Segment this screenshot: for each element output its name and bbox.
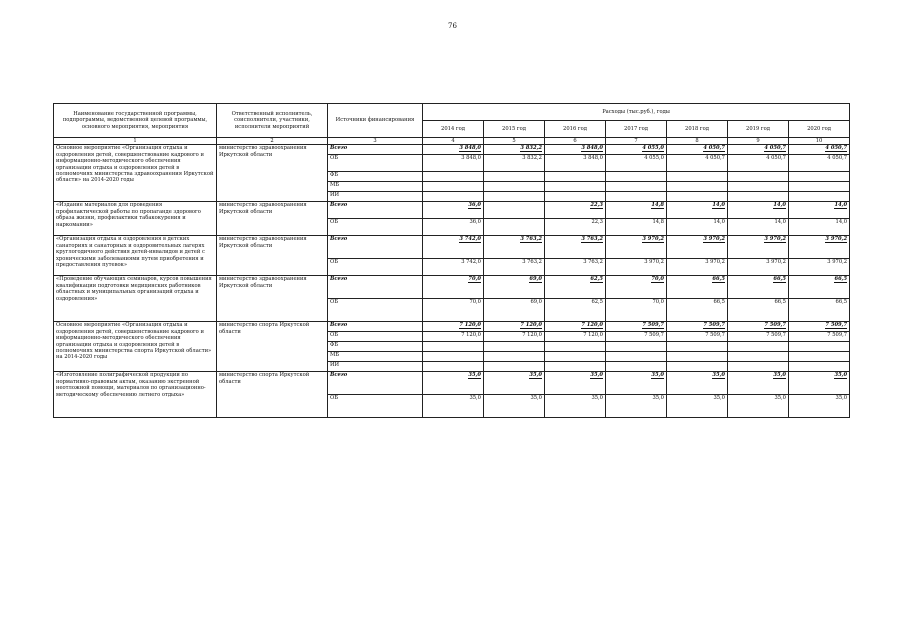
expense-value: 7 120,0 — [520, 322, 542, 329]
expense-value-cell — [484, 172, 545, 182]
expense-value-cell — [423, 362, 484, 372]
expense-value-cell — [423, 299, 484, 322]
expense-value: 3 970,2 — [703, 236, 725, 243]
funding-source-cell: ОБ — [328, 219, 423, 236]
expense-value: 35,0 — [712, 372, 725, 379]
program-name-cell: «Изготовление полиграфической продукции по нормативно-правовым актам, оказанию экстренной неотложной помощи, материалов по организационно-методическому обеспечению летнего отдыха» — [54, 372, 217, 418]
expense-value-cell — [789, 155, 850, 172]
program-name-cell: «Организация отдыха и оздоровления в детских санаториях и санаторных и оздоровительных лагерях круглогодичного действия детей-инвалидов и детей с хроническими заболеваниями путем приобретения и предоставления путевок» — [54, 236, 217, 276]
expense-value: 7 120,0 — [461, 332, 481, 339]
expense-value-cell — [606, 299, 667, 322]
expense-value-cell — [728, 362, 789, 372]
expense-value-cell — [423, 352, 484, 362]
expense-value-cell — [606, 192, 667, 202]
expense-value: 69,0 — [530, 299, 542, 306]
expense-value-cell — [484, 299, 545, 322]
expense-value: 3 742,0 — [459, 236, 481, 243]
expense-value: 66,5 — [835, 299, 848, 306]
expense-value-cell — [728, 236, 789, 259]
expense-value-cell — [789, 259, 850, 276]
expense-value-cell — [484, 395, 545, 418]
expense-value-cell — [545, 155, 606, 172]
expense-value: 3 970,2 — [644, 259, 664, 266]
expense-value: 14,0 — [713, 219, 725, 226]
responsible-cell: министерство спорта Иркутской области — [217, 372, 328, 418]
expense-value: 4 050,7 — [703, 145, 725, 152]
expense-value: 3 763,2 — [520, 236, 542, 243]
expense-value-cell — [545, 299, 606, 322]
expense-value-cell — [423, 172, 484, 182]
expense-value-cell — [423, 342, 484, 352]
expense-value-cell — [667, 202, 728, 219]
header-expenses: Расходы (тыс.руб.), годы — [423, 104, 850, 121]
expense-value-cell — [606, 362, 667, 372]
expense-value-cell — [728, 276, 789, 299]
expense-value-cell — [667, 155, 728, 172]
expense-value-cell — [789, 236, 850, 259]
funding-source-cell: МБ — [328, 352, 423, 362]
expense-value-cell — [545, 202, 606, 219]
expense-value-cell — [484, 155, 545, 172]
expense-value-cell — [484, 342, 545, 352]
expense-value-cell — [606, 352, 667, 362]
expense-value: 14,0 — [774, 219, 786, 226]
expense-value-cell — [728, 202, 789, 219]
expense-value-cell — [484, 352, 545, 362]
expense-value: 3 970,2 — [705, 259, 725, 266]
expense-value-cell — [423, 192, 484, 202]
expense-value: 66,5 — [774, 299, 786, 306]
expense-value-cell — [667, 322, 728, 332]
expense-value: 4 050,7 — [825, 145, 848, 152]
expense-value-cell — [545, 362, 606, 372]
expense-value-cell — [484, 145, 545, 155]
expense-value: 66,5 — [713, 299, 725, 306]
expense-value-cell — [423, 182, 484, 192]
expense-value-cell — [606, 342, 667, 352]
program-name-cell: Основное мероприятие «Организация отдыха и оздоровления детей, совершенствование кадрового и информационно-методического обеспечения организации отдыха и оздоровления детей в полномочиях министерства спорта Иркутской области» на 2014-2020 годы — [54, 322, 217, 372]
expense-value: 70,0 — [468, 276, 481, 283]
header-year: 2014 год — [423, 121, 484, 138]
funding-source-cell: Всего — [328, 276, 423, 299]
expense-value-cell — [545, 322, 606, 332]
column-number: 5 — [484, 138, 545, 145]
expense-value: 7 509,7 — [825, 322, 848, 329]
responsible-cell: министерство здравоохранения Иркутской области — [217, 202, 328, 236]
expense-value-cell — [606, 259, 667, 276]
expense-value-cell — [789, 332, 850, 342]
funding-source-cell: ФБ — [328, 172, 423, 182]
expense-value-cell — [728, 172, 789, 182]
expense-value-cell — [545, 395, 606, 418]
column-number: 3 — [328, 138, 423, 145]
expense-value: 62,5 — [590, 276, 603, 283]
table-row — [54, 202, 850, 219]
expense-value: 66,5 — [773, 276, 786, 283]
expense-value-cell — [728, 395, 789, 418]
expense-value-cell — [545, 192, 606, 202]
expense-value-cell — [667, 145, 728, 155]
expense-value: 66,5 — [712, 276, 725, 283]
header-year: 2015 год — [484, 121, 545, 138]
expense-value: 3 832,2 — [522, 155, 542, 162]
expense-value: 69,0 — [529, 276, 542, 283]
expense-value-cell — [423, 372, 484, 395]
expense-value-cell — [545, 236, 606, 259]
expense-value-cell — [423, 332, 484, 342]
expense-value-cell — [606, 332, 667, 342]
expense-value-cell — [484, 236, 545, 259]
expense-value: 4 050,7 — [705, 155, 725, 162]
program-name-cell: «Проведение обучающих семинаров, курсов повышения квалификации подготовки медицинских работников областных и муниципальных организаций отдыха и оздоровления» — [54, 276, 217, 322]
expense-value-cell — [789, 276, 850, 299]
column-number: 2 — [217, 138, 328, 145]
expense-value: 7 509,7 — [705, 332, 725, 339]
expense-value: 22,3 — [591, 219, 603, 226]
expense-value-cell — [545, 332, 606, 342]
expense-value-cell — [789, 372, 850, 395]
funding-source-cell: ОБ — [328, 259, 423, 276]
expense-value-cell — [484, 259, 545, 276]
responsible-cell: министерство здравоохранения Иркутской области — [217, 145, 328, 202]
expense-value: 4 050,7 — [766, 155, 786, 162]
funding-source-cell: Всего — [328, 145, 423, 155]
expense-value: 3 832,2 — [520, 145, 542, 152]
expense-value-cell — [667, 259, 728, 276]
table-row — [54, 372, 850, 395]
expense-value-cell — [484, 219, 545, 236]
budget-table — [53, 103, 850, 418]
expense-value: 36,0 — [469, 219, 481, 226]
funding-source-cell: ИИ — [328, 362, 423, 372]
expense-value-cell — [728, 352, 789, 362]
expense-value-cell — [423, 395, 484, 418]
expense-value-cell — [606, 219, 667, 236]
expense-value: 7 509,7 — [703, 322, 725, 329]
expense-value: 7 509,7 — [766, 332, 786, 339]
expense-value: 35,0 — [529, 372, 542, 379]
expense-value-cell — [484, 276, 545, 299]
expense-value: 62,5 — [591, 299, 603, 306]
expense-value: 35,0 — [773, 372, 786, 379]
page-number: 76 — [448, 22, 457, 30]
expense-value-cell — [606, 395, 667, 418]
expense-value-cell — [484, 322, 545, 332]
expense-value-cell — [423, 259, 484, 276]
expense-value-cell — [667, 236, 728, 259]
funding-source-cell: ОБ — [328, 332, 423, 342]
expense-value-cell — [606, 322, 667, 332]
expense-value: 35,0 — [651, 372, 664, 379]
expense-value-cell — [667, 299, 728, 322]
expense-value: 7 509,7 — [642, 322, 664, 329]
expense-value-cell — [789, 352, 850, 362]
expense-value-cell — [789, 182, 850, 192]
expense-value: 35,0 — [835, 395, 848, 402]
header-program-name: Наименование государственной программы, подпрограммы, ведомственной целевой программы, основного мероприятия, мероприятия — [54, 104, 217, 138]
expense-value-cell — [423, 145, 484, 155]
expense-value-cell — [789, 342, 850, 352]
table-row — [54, 322, 850, 332]
expense-value-cell — [728, 145, 789, 155]
expense-value-cell — [545, 352, 606, 362]
funding-source-cell: ОБ — [328, 395, 423, 418]
expense-value-cell — [728, 155, 789, 172]
expense-value-cell — [484, 202, 545, 219]
expense-value: 70,0 — [652, 299, 664, 306]
expense-value-cell — [484, 372, 545, 395]
expense-value: 3 848,0 — [583, 155, 603, 162]
expense-value-cell — [423, 155, 484, 172]
expense-value: 3 970,2 — [825, 236, 848, 243]
expense-value: 70,0 — [469, 299, 481, 306]
expense-value-cell — [606, 172, 667, 182]
expense-value: 3 970,2 — [766, 259, 786, 266]
table-row — [54, 236, 850, 259]
expense-value-cell — [728, 299, 789, 322]
column-number: 10 — [789, 138, 850, 145]
expense-value-cell — [545, 182, 606, 192]
expense-value-cell — [545, 145, 606, 155]
responsible-cell: министерство здравоохранения Иркутской области — [217, 276, 328, 322]
expense-value: 35,0 — [834, 372, 848, 379]
expense-value-cell — [728, 342, 789, 352]
expense-value-cell — [423, 202, 484, 219]
header-year: 2018 год — [667, 121, 728, 138]
expense-value-cell — [728, 332, 789, 342]
expense-value-cell — [667, 395, 728, 418]
expense-value: 4 050,7 — [827, 155, 848, 162]
expense-value-cell — [728, 182, 789, 192]
expense-value: 3 763,2 — [583, 259, 603, 266]
expense-value: 4 055,0 — [644, 155, 664, 162]
expense-value-cell — [728, 322, 789, 332]
expense-value: 7 509,7 — [644, 332, 664, 339]
expense-value-cell — [545, 259, 606, 276]
expense-value: 7 120,0 — [459, 322, 481, 329]
expense-value-cell — [484, 192, 545, 202]
expense-value-cell — [545, 342, 606, 352]
column-number: 6 — [545, 138, 606, 145]
expense-value: 3 848,0 — [461, 155, 481, 162]
expense-value-cell — [423, 322, 484, 332]
header-responsible: Ответственный исполнитель, соисполнители, участники, исполнители мероприятий — [217, 104, 328, 138]
responsible-cell: министерство здравоохранения Иркутской области — [217, 236, 328, 276]
expense-value: 3 970,2 — [764, 236, 786, 243]
expense-value: 3 848,0 — [581, 145, 603, 152]
column-number: 1 — [54, 138, 217, 145]
expense-value-cell — [728, 219, 789, 236]
expense-value-cell — [667, 219, 728, 236]
expense-value-cell — [667, 172, 728, 182]
expense-value-cell — [606, 202, 667, 219]
expense-value: 22,3 — [590, 202, 603, 209]
header-funding-source: Источники финансирования — [328, 104, 423, 138]
expense-value: 3 742,0 — [461, 259, 481, 266]
expense-value-cell — [789, 362, 850, 372]
expense-value-cell — [423, 236, 484, 259]
expense-value-cell — [667, 192, 728, 202]
column-number: 4 — [423, 138, 484, 145]
expense-value-cell — [545, 276, 606, 299]
table-row — [54, 276, 850, 299]
expense-value-cell — [606, 276, 667, 299]
expense-value-cell — [667, 362, 728, 372]
expense-value: 35,0 — [469, 395, 481, 402]
expense-value: 14,0 — [835, 219, 848, 226]
expense-value-cell — [545, 219, 606, 236]
expense-value-cell — [606, 236, 667, 259]
expense-value-cell — [606, 155, 667, 172]
expense-value-cell — [606, 372, 667, 395]
expense-value-cell — [667, 332, 728, 342]
funding-source-cell: ОБ — [328, 299, 423, 322]
expense-value-cell — [545, 172, 606, 182]
expense-value-cell — [484, 182, 545, 192]
funding-source-cell: ИИ — [328, 192, 423, 202]
funding-source-cell: Всего — [328, 322, 423, 332]
funding-source-cell: Всего — [328, 236, 423, 259]
expense-value-cell — [423, 276, 484, 299]
expense-value: 3 970,2 — [827, 259, 848, 266]
expense-value-cell — [728, 192, 789, 202]
expense-value: 70,0 — [651, 276, 664, 283]
expense-value: 35,0 — [591, 395, 603, 402]
expense-value: 14,0 — [773, 202, 786, 209]
expense-value: 7 509,7 — [827, 332, 848, 339]
expense-value: 66,5 — [834, 276, 848, 283]
expense-value-cell — [789, 322, 850, 332]
budget-table-body — [54, 145, 850, 418]
expense-value-cell — [789, 219, 850, 236]
expense-value-cell — [484, 332, 545, 342]
expense-value-cell — [728, 259, 789, 276]
expense-value: 4 055,0 — [642, 145, 664, 152]
expense-value-cell — [484, 362, 545, 372]
program-name-cell: Основное мероприятие «Организация отдыха и оздоровления детей, совершенствование кадрового и информационно-методического обеспечения организации отдыха и оздоровления детей в полномочиях министерства здравоохранения Иркутской области» на 2014-2020 годы — [54, 145, 217, 202]
expense-value-cell — [606, 145, 667, 155]
table-row — [54, 145, 850, 155]
header-year: 2016 год — [545, 121, 606, 138]
funding-source-cell: ФБ — [328, 342, 423, 352]
expense-value-cell — [667, 352, 728, 362]
expense-value-cell — [789, 202, 850, 219]
expense-value-cell — [667, 276, 728, 299]
expense-value: 14,8 — [652, 219, 664, 226]
expense-value: 35,0 — [590, 372, 603, 379]
expense-value: 3 763,2 — [581, 236, 603, 243]
responsible-cell: министерство спорта Иркутской области — [217, 322, 328, 372]
expense-value-cell — [667, 182, 728, 192]
expense-value-cell — [423, 219, 484, 236]
expense-value: 7 120,0 — [583, 332, 603, 339]
expense-value: 3 970,2 — [642, 236, 664, 243]
expense-value-cell — [789, 172, 850, 182]
header-year: 2017 год — [606, 121, 667, 138]
funding-source-cell: Всего — [328, 372, 423, 395]
header-year: 2019 год — [728, 121, 789, 138]
expense-value: 14,0 — [712, 202, 725, 209]
expense-value-cell — [606, 182, 667, 192]
header-year: 2020 год — [789, 121, 850, 138]
column-number: 9 — [728, 138, 789, 145]
expense-value: 14,8 — [651, 202, 664, 209]
expense-value-cell — [545, 372, 606, 395]
expense-value-cell — [667, 372, 728, 395]
expense-value: 35,0 — [713, 395, 725, 402]
expense-value-cell — [728, 372, 789, 395]
expense-value-cell — [789, 299, 850, 322]
column-number: 7 — [606, 138, 667, 145]
expense-value: 7 509,7 — [764, 322, 786, 329]
expense-value: 35,0 — [652, 395, 664, 402]
expense-value-cell — [667, 342, 728, 352]
expense-value: 35,0 — [468, 372, 481, 379]
expense-value-cell — [789, 192, 850, 202]
expense-value: 4 050,7 — [764, 145, 786, 152]
expense-value: 35,0 — [530, 395, 542, 402]
program-name-cell: «Издание материалов для проведения профилактической работы по пропаганде здорового образа жизни, профилактики табакокурения и наркомании» — [54, 202, 217, 236]
column-number: 8 — [667, 138, 728, 145]
expense-value: 7 120,0 — [581, 322, 603, 329]
funding-source-cell: МБ — [328, 182, 423, 192]
expense-value-cell — [789, 145, 850, 155]
expense-value: 7 120,0 — [522, 332, 542, 339]
funding-source-cell: ОБ — [328, 155, 423, 172]
funding-source-cell: Всего — [328, 202, 423, 219]
expense-value: 3 848,0 — [459, 145, 481, 152]
expense-value: 14,0 — [834, 202, 848, 209]
expense-value: 3 763,2 — [522, 259, 542, 266]
expense-value-cell — [789, 395, 850, 418]
expense-value: 35,0 — [774, 395, 786, 402]
expense-value: 36,0 — [468, 202, 481, 209]
